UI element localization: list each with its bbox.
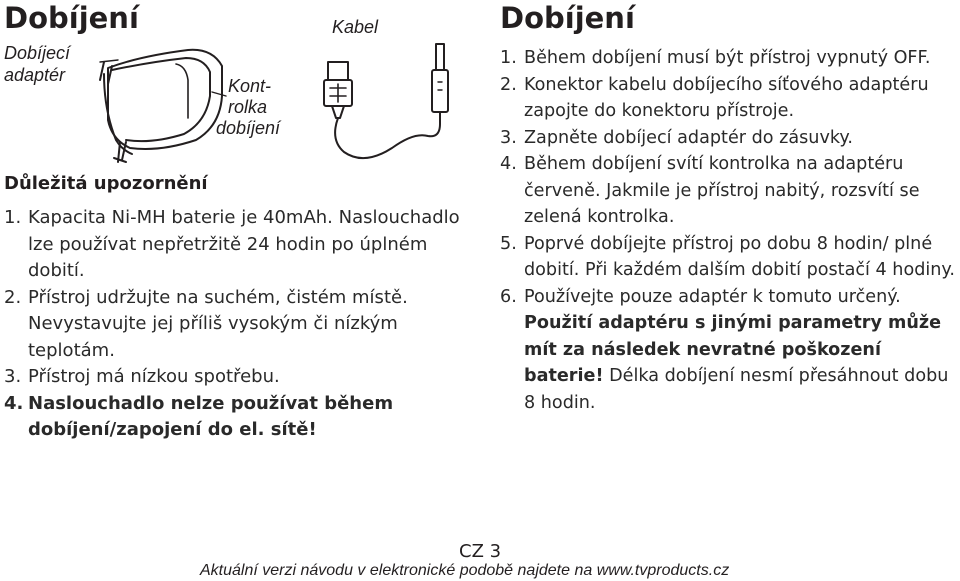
adapter-icon (100, 50, 226, 162)
footer-note: Aktuální verzi návodu v elektronické podobě najdete na www.tvproducts.cz (200, 562, 730, 579)
list-item: 6. Používejte pouze adaptér k tomuto určený. (500, 286, 901, 307)
list-item: 1. Kapacita Ni-MH baterie je 40mAh. Naslouchadlo lze používat nepřetržitě 24 hodin po úplném dobití. (4, 207, 460, 281)
usb-cable-icon (324, 44, 448, 158)
warning-bold-text: Použití adaptéru s jinými parametry může mít za následek nevratné poškození baterie! (524, 313, 942, 386)
list-item: 5. Poprvé dobíjejte přístroj po dobu 8 hodin/ plné dobití. Při každém dalším dobití postačí 4 hodiny. (500, 233, 955, 280)
warning-paragraph (500, 310, 955, 416)
list-item: 4. Naslouchadlo nelze používat během dobíjení/zapojení do el. sítě! (4, 392, 394, 440)
list-item: 2. Konektor kabelu dobíjecího síťového adaptéru zapojte do konektoru přístroje. (500, 74, 929, 121)
list-item: 1. Během dobíjení musí být přístroj vypnutý OFF. (500, 48, 931, 68)
list-item: 2. Přístroj udržujte na suchém, čistém místě. Nevystavujte jej příliš vysokým či nízkým teplotám. (4, 286, 408, 361)
warnings-list (4, 205, 466, 444)
charging-steps-list (500, 45, 955, 416)
label-charging-adapter: Dobíjecí adaptér (4, 43, 71, 85)
list-item: 3. Přístroj má nízkou spotřebu. (4, 366, 280, 387)
page-number: CZ 3 (459, 541, 502, 562)
charger-illustration (0, 0, 480, 175)
warnings-heading: Důležitá upozornění (4, 173, 208, 194)
label-charging-indicator: Kont- rolka dobíjení (216, 76, 281, 138)
left-page-title: Dobíjení (4, 1, 139, 35)
list-item: 3. Zapněte dobíjecí adaptér do zásuvky. (500, 127, 853, 148)
right-page-title: Dobíjení (500, 1, 635, 35)
list-item: 4. Během dobíjení svítí kontrolka na adaptéru červeně. Jakmile je přístroj nabitý, rozsvítí se zelená kontrolka. (500, 154, 920, 227)
label-cable: Kabel (332, 17, 379, 37)
warning-normal-text: Délka dobíjení nesmí přesáhnout dobu 8 hodin. (524, 366, 949, 413)
